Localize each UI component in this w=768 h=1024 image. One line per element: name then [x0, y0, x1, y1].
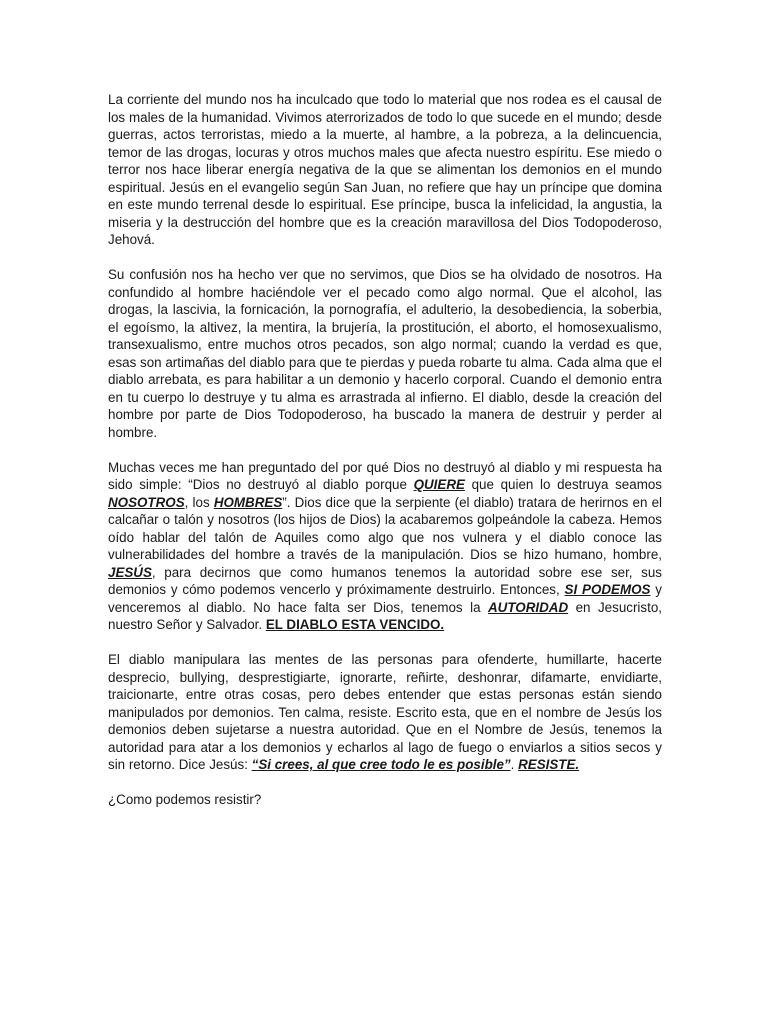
- emphasis-diablo-vencido: EL DIABLO ESTA VENCIDO.: [265, 617, 445, 632]
- paragraph-3-text-4: ”. Dios dice que la serpiente (el diablo) tratara de herirnos en el calcañar o talón y nosotros (los hijos de Dios) la acabaremos golpeándole la cabeza. Hemos oído hablar del talón de Aquiles como algo que nos vulnera y el diablo conoce las vulnerabilidades del hombre a través de la manipulación. Dios se hizo humano, hombre,: [108, 494, 662, 562]
- paragraph-2: Su confusión nos ha hecho ver que no servimos, que Dios se ha olvidado de nosotros. Ha confundido al hombre haciéndole ver el pecado como algo normal. Que el alcohol, las drogas, la lascivia, la fornicación, la pornografía, el adulterio, la desobediencia, la soberbia, el egoísmo, la altivez, la mentira, la brujería, la prostitución, el aborto, el homosexualismo, transexualismo, entre muchos otros pecados, son algo normal; cuando la verdad es que, esas son artimañas del diablo para que te pierdas y pueda robarte tu alma. Cada alma que el diablo arrebata, es para habilitar a un demonio y hacerlo corporal. Cuando el demonio entra en tu cuerpo lo destruye y tu alma es arrastrada al infierno. El diablo, desde la creación del hombre por parte de Dios Todopoderoso, ha buscado la manera de destruir y perder al hombre.: [108, 267, 662, 440]
- emphasis-autoridad: AUTORIDAD: [488, 599, 569, 615]
- emphasis-resiste: RESISTE.: [518, 757, 580, 772]
- paragraph-5: ¿Como podemos resistir?: [108, 792, 262, 807]
- emphasis-si-podemos: SI PODEMOS: [564, 582, 651, 597]
- paragraph-4-text-1: El diablo manipulara las mentes de las personas para ofenderte, humillarte, hacerte desprecio, bullying, desprestigiarte, ignorarte, reñirte, deshonrar, difamarte, envidiarte, traicionarte, entre otras cosas, pero debes entender que estas personas están siendo manipulados por demonios. Ten calma, resiste. Escrito esta, que en el nombre de Jesús los demonios deben sujetarse a nuestra autoridad. Que en el Nombre de Jesús, tenemos la autoridad para atar a los demonios y echarlos al lago de fuego o enviarlos a sitios secos y sin retorno. Dice Jesús:: [108, 652, 662, 772]
- paragraph-4: [108, 651, 662, 774]
- paragraph-1: La corriente del mundo nos ha inculcado que todo lo material que nos rodea es el causal de los males de la humanidad. Vivimos aterrorizados de todo lo que sucede en el mundo; desde guerras, actos terroristas, miedo a la muerte, al hambre, a la pobreza, a la delincuencia, temor de las drogas, locuras y otros muchos males que afecta nuestro espíritu. Ese miedo o terror nos hace liberar energía negativa de la que se alimentan los demonios en el mundo espiritual. Jesús en el evangelio según San Juan, no refiere que hay un príncipe que domina en este mundo terrenal desde lo espiritual. Ese príncipe, busca la infelicidad, la angustia, la miseria y la destrucción del hombre que es la creación maravillosa del Dios Todopoderoso, Jehová.: [108, 92, 662, 247]
- paragraph-3-text-5: , para decirnos que como humanos tenemos la autoridad sobre ese ser, sus demonios y cómo podemos vencerlo y próximamente destruirlo. Entonces,: [108, 564, 662, 597]
- paragraph-3-text-2: que quien lo destruya seamos: [464, 477, 662, 492]
- emphasis-hombres: HOMBRES: [213, 494, 283, 510]
- paragraph-4-text-2: .: [510, 757, 519, 772]
- paragraph-3-text-7: en Jesucristo, nuestro Señor y Salvador.: [108, 599, 662, 632]
- emphasis-nosotros: NOSOTROS: [108, 494, 185, 510]
- document-page: [108, 91, 662, 826]
- paragraph-3: [108, 459, 662, 634]
- paragraph-3-text-1: Muchas veces me han preguntado del por qué Dios no destruyó al diablo y mi respuesta ha sido simple: “Dios no destruyó al diablo porque: [108, 459, 662, 492]
- emphasis-jesus: JESÚS: [108, 564, 152, 580]
- paragraph-3-text-3: , los: [184, 494, 214, 510]
- emphasis-quiere: QUIERE: [413, 477, 465, 492]
- emphasis-quote: “Si crees, al que cree todo le es posible”: [251, 757, 511, 772]
- paragraph-3-text-6: y venceremos al diablo. No hace falta ser Dios, tenemos la: [108, 582, 662, 615]
